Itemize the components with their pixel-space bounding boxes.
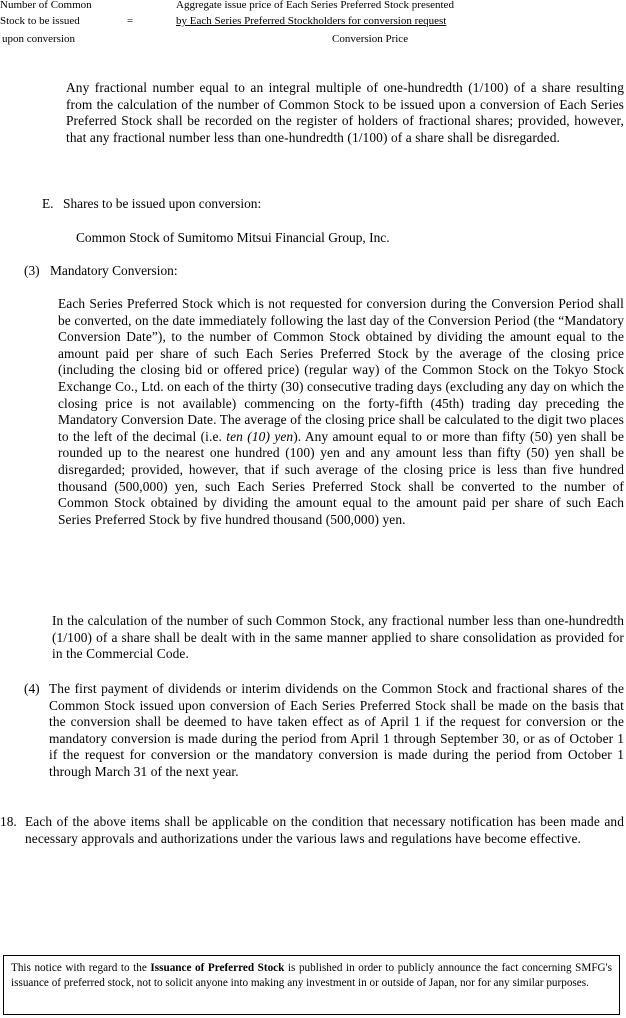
section-18-label: 18.: [0, 814, 17, 829]
section-3-italic-amount: ten (10) yen: [226, 428, 294, 444]
section-e-label: E.: [42, 196, 54, 211]
section-e-content: Common Stock of Sumitomo Mitsui Financial Group, Inc.: [76, 230, 390, 245]
section-4-label: (4): [24, 681, 40, 696]
formula-equals: =: [127, 15, 134, 27]
formula-left-line2: Stock to be issued: [0, 15, 80, 27]
section-e-heading: Shares to be issued upon conversion:: [63, 196, 262, 211]
formula-left-line3: upon conversion: [2, 33, 76, 45]
section-3-paragraph-2: In the calculation of the number of such Common Stock, any fractional number less than one-hundredth (1/100) of a share shall be dealt with in the same manner applied to share consolidation as provided for in the Commercial Code.: [52, 613, 624, 662]
section-3-text-before: Each Series Preferred Stock which is not requested for conversion during the Conversion Period shall be converted, on the date immediately following the last day of the Conversion Period (the “Mandatory Conversion Date”), to the number of Common Stock obtained by dividing the amount equal to the amount paid per share of such Each Series Preferred Stock by the average of the closing price (including the closing bid or offered price) (regular way) of the Common Stock on the Tokyo Stock Exchange Co., Ltd. on each of the thirty (30) consecutive trading days (excluding any day on which the closing price is not available) commencing on the forty-fifth (45th) trading day preceding the Mandatory Conversion Date. The average of the closing price shall be calculated to the digit two places to the left of the decimal (i.e.: [58, 296, 624, 444]
formula-denominator: Conversion Price: [332, 33, 409, 45]
notice-text-before: This notice with regard to the: [11, 962, 151, 974]
fractional-paragraph: Any fractional number equal to an integral multiple of one-hundredth (1/100) of a share resulting from the calculation of the number of Common Stock to be issued upon a conversion of Each Series Preferred Stock shall be recorded on the register of holders of fractional shares; provided, however, that any fractional number less than one-hundredth (1/100) of a share shall be disregarded.: [66, 80, 624, 145]
notice-text-after: is published in order to publicly announce the fact concerning SMFG's issuance of preferred stock, not to solicit anyone into making any investment in or outside of Japan, nor for any similar purposes.: [11, 962, 612, 989]
section-4-text: The first payment of dividends or interim dividends on the Common Stock and fractional shares of the Common Stock issued upon conversion of Each Series Preferred Stock shall be made on the basis that the conversion shall be deemed to have taken effect as of April 1 if the request for conversion or the mandatory conversion is made during the period from April 1 through September 30, or as of October 1 if the request for conversion or the mandatory conversion is made during the period from October 1 through March 31 of the next year.: [49, 681, 624, 779]
notice-bold-title: Issuance of Preferred Stock: [150, 962, 285, 974]
disclaimer-notice-box: [3, 955, 620, 1015]
section-18-text: Each of the above items shall be applicable on the condition that necessary notification has been made and necessary approvals and authorizations under the various laws and regulations have become effective.: [25, 814, 624, 846]
section-3-paragraph-1: [58, 296, 624, 528]
formula-numerator-line2: by Each Series Preferred Stockholders for conversion request: [176, 15, 447, 27]
section-3-heading: Mandatory Conversion:: [50, 263, 178, 278]
formula-numerator-line1: Aggregate issue price of Each Series Preferred Stock presented: [176, 0, 454, 11]
section-3-label: (3): [24, 263, 40, 278]
section-3-text-after: ). Any amount equal to or more than fifty (50) yen shall be rounded up to the nearest one hundred (100) yen and any amount less than fifty (50) yen shall be disregarded; provided, however, that if such average of the closing price is less than five hundred thousand (500,000) yen, such Each Series Preferred Stock shall be converted to the number of Common Stock obtained by dividing the amount equal to the amount paid per share of such Each Series Preferred Stock by five hundred thousand (500,000) yen.: [58, 428, 624, 527]
formula-left-line1: Number of Common: [0, 0, 92, 11]
